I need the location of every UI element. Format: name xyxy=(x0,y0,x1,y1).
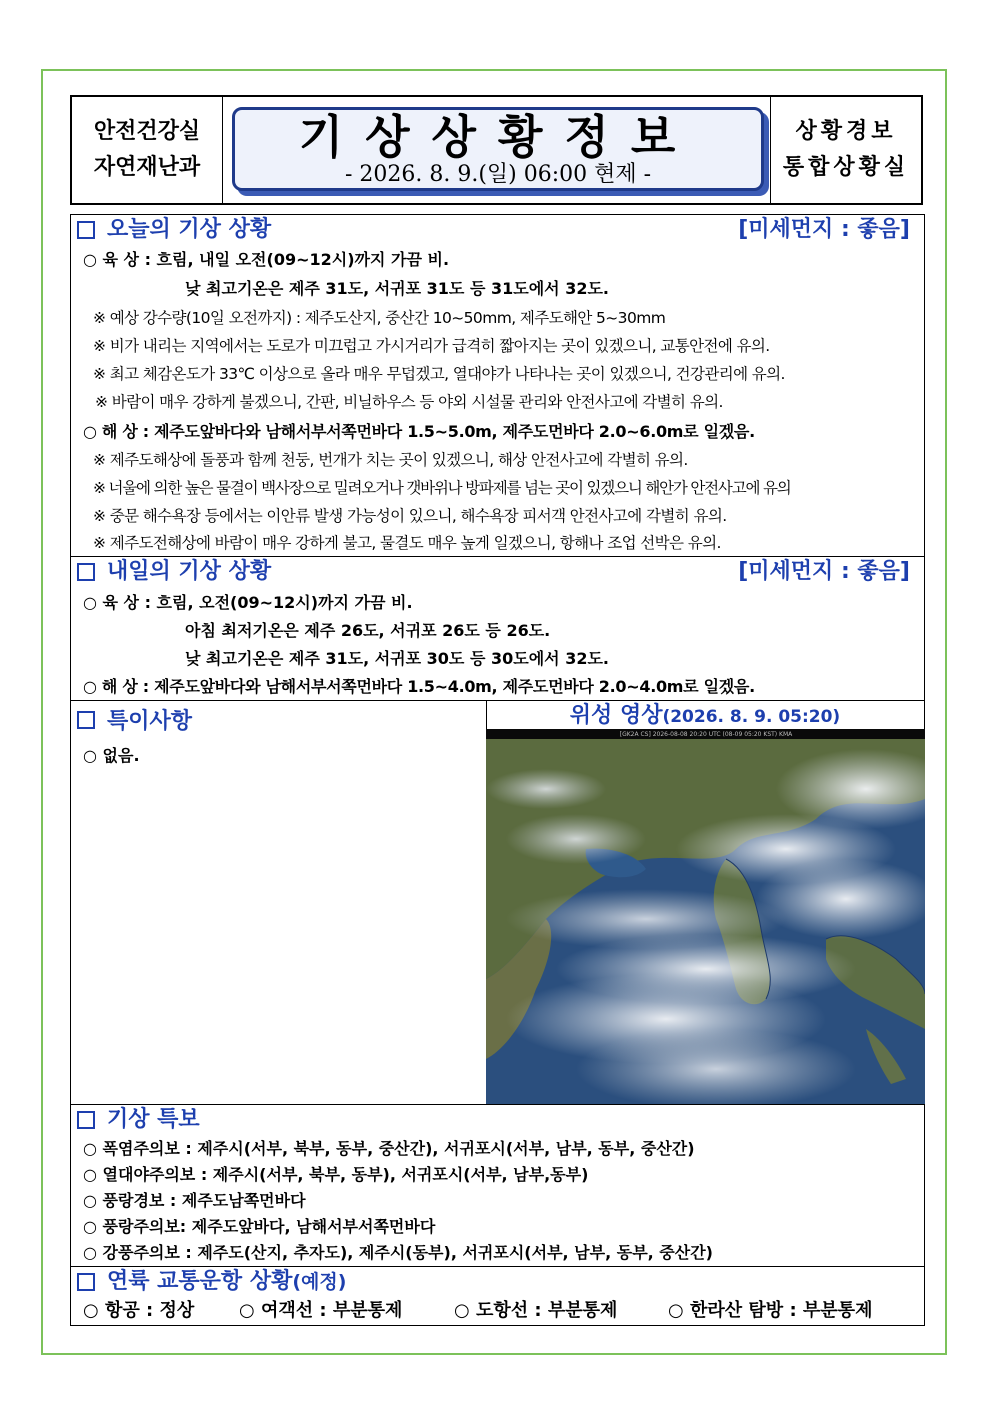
today-note: ※ 중문 해수욕장 등에서는 이안류 발생 가능성이 있으니, 해수욕장 피서객 안전사고에 각별히 유의. xyxy=(93,507,727,525)
traffic-section xyxy=(70,1266,925,1326)
checkbox-square-icon xyxy=(77,711,95,729)
today-note: ※ 제주도해상에 돌풍과 함께 천둥, 번개가 치는 곳이 있겠으니, 해상 안전사고에 각별히 유의. xyxy=(93,451,688,469)
traffic-title-suffix: (예정) xyxy=(292,1271,347,1293)
traffic-header xyxy=(71,1267,924,1297)
page-subtitle: - 2026. 8. 9.(일) 06:00 현제 - xyxy=(344,162,652,187)
today-land: ○ 육 상 : 흐림, 내일 오전(09~12시)까지 가끔 비. xyxy=(83,250,450,269)
today-title: 오늘의 기상 상황 xyxy=(107,217,272,242)
checkbox-square-icon xyxy=(77,1111,95,1129)
today-note: ※ 예상 강수량(10일 오전까지) : 제주도산지, 중산간 10~50mm, 제주도해안 5~30mm xyxy=(93,309,666,327)
today-note: ※ 바람이 매우 강하게 불겠으니, 간판, 비닐하우스 등 야외 시설물 관리와 안전사고에 각별히 유의. xyxy=(95,393,723,411)
office-block xyxy=(770,97,921,203)
tomorrow-title: 내일의 기상 상황 xyxy=(107,559,272,584)
warning-item: ○ 강풍주의보 : 제주도(산지, 추자도), 제주시(동부), 서귀포시(서부, 남부, 동부, 중산간) xyxy=(83,1243,713,1262)
warning-item: ○ 풍랑주의보: 제주도앞바다, 남해서부서쪽먼바다 xyxy=(83,1217,436,1236)
traffic-item-air: ○ 항공 : 정상 xyxy=(83,1300,195,1321)
today-note: ※ 최고 체감온도가 33℃ 이상으로 올라 매우 무덥겠고, 열대야가 나타나는 곳이 있겠으니, 건강관리에 유의. xyxy=(93,365,785,383)
satellite-time: (2026. 8. 9. 05:20) xyxy=(662,707,841,727)
special-title: 특이사항 xyxy=(107,709,193,734)
traffic-title-text: 연륙 교통운항 상황 xyxy=(107,1269,293,1294)
special-item: ○ 없음. xyxy=(83,746,140,765)
department-line1: 안전건강실 xyxy=(93,119,201,144)
office-line2: 통합상황실 xyxy=(782,155,910,180)
today-section xyxy=(70,214,925,557)
today-sea: ○ 해 상 : 제주도앞바다와 남해서부서쪽먼바다 1.5~5.0m, 제주도먼바다 2.0~6.0m로 일겠음. xyxy=(83,422,755,441)
warning-item: ○ 열대야주의보 : 제주시(서부, 북부, 동부), 서귀포시(서부, 남부,동부) xyxy=(83,1165,589,1184)
tomorrow-section xyxy=(70,556,925,701)
warnings-title: 기상 특보 xyxy=(107,1107,200,1132)
warning-item: ○ 풍랑경보 : 제주도남쪽먼바다 xyxy=(83,1191,306,1210)
checkbox-square-icon xyxy=(77,221,95,239)
satellite-map xyxy=(486,729,925,1104)
header xyxy=(70,95,923,205)
tomorrow-land-max: 낮 최고기온은 제주 31도, 서귀포 30도 등 30도에서 32도. xyxy=(185,649,609,668)
warnings-header xyxy=(71,1105,924,1135)
satellite-header xyxy=(486,701,924,730)
office-line1: 상황경보 xyxy=(795,119,897,144)
today-note: ※ 비가 내리는 지역에서는 도로가 미끄럽고 가시거리가 급격히 짧아지는 곳이 있겠으니, 교통안전에 유의. xyxy=(93,337,770,355)
warnings-section xyxy=(70,1104,925,1267)
traffic-item-ferry: ○ 여객선 : 부분통제 xyxy=(239,1300,403,1321)
satellite-caption: [GK2A CS] 2026-08-08 20:20 UTC (08-09 05:20 KST) KMA xyxy=(619,731,793,738)
tomorrow-land-min: 아침 최저기온은 제주 26도, 서귀포 26도 등 26도. xyxy=(185,621,551,640)
special-header xyxy=(71,701,486,737)
satellite-image xyxy=(486,729,925,1104)
tomorrow-sea: ○ 해 상 : 제주도앞바다와 남해서부서쪽먼바다 1.5~4.0m, 제주도먼바다 2.0~4.0m로 일겠음. xyxy=(83,677,755,696)
today-note: ※ 너울에 의한 높은 물결이 백사장으로 밀려오거나 갯바위나 방파제를 넘는 곳이 있겠으니 해안가 안전사고에 유의 xyxy=(93,479,791,497)
tomorrow-dust: [미세먼지 : 좋음] xyxy=(738,559,910,584)
warning-item: ○ 폭염주의보 : 제주시(서부, 북부, 동부, 중산간), 서귀포시(서부, 남부, 동부, 중산간) xyxy=(83,1139,695,1158)
traffic-item-hallasan: ○ 한라산 탐방 : 부분통제 xyxy=(668,1300,873,1321)
today-dust: [미세먼지 : 좋음] xyxy=(738,217,910,242)
checkbox-square-icon xyxy=(77,563,95,581)
tomorrow-header xyxy=(71,557,924,587)
tomorrow-land: ○ 육 상 : 흐림, 오전(09~12시)까지 가끔 비. xyxy=(83,593,413,612)
special-section xyxy=(70,700,487,1105)
department-block xyxy=(72,97,223,203)
today-land-temp: 낮 최고기온은 제주 31도, 서귀포 31도 등 31도에서 32도. xyxy=(185,279,609,298)
today-header xyxy=(71,215,924,245)
satellite-title: 위성 영상 xyxy=(569,703,663,728)
traffic-title xyxy=(107,1267,346,1297)
page-title: 기상상황정보 xyxy=(298,110,698,164)
today-note: ※ 제주도전해상에 바람이 매우 강하게 불고, 물결도 매우 높게 일겠으니, 항해나 조업 선박은 유의. xyxy=(93,534,721,552)
checkbox-square-icon xyxy=(77,1273,95,1291)
title-box xyxy=(232,107,764,191)
department-line2: 자연재난과 xyxy=(93,155,201,180)
traffic-item-island-ferry: ○ 도항선 : 부분통제 xyxy=(454,1300,618,1321)
